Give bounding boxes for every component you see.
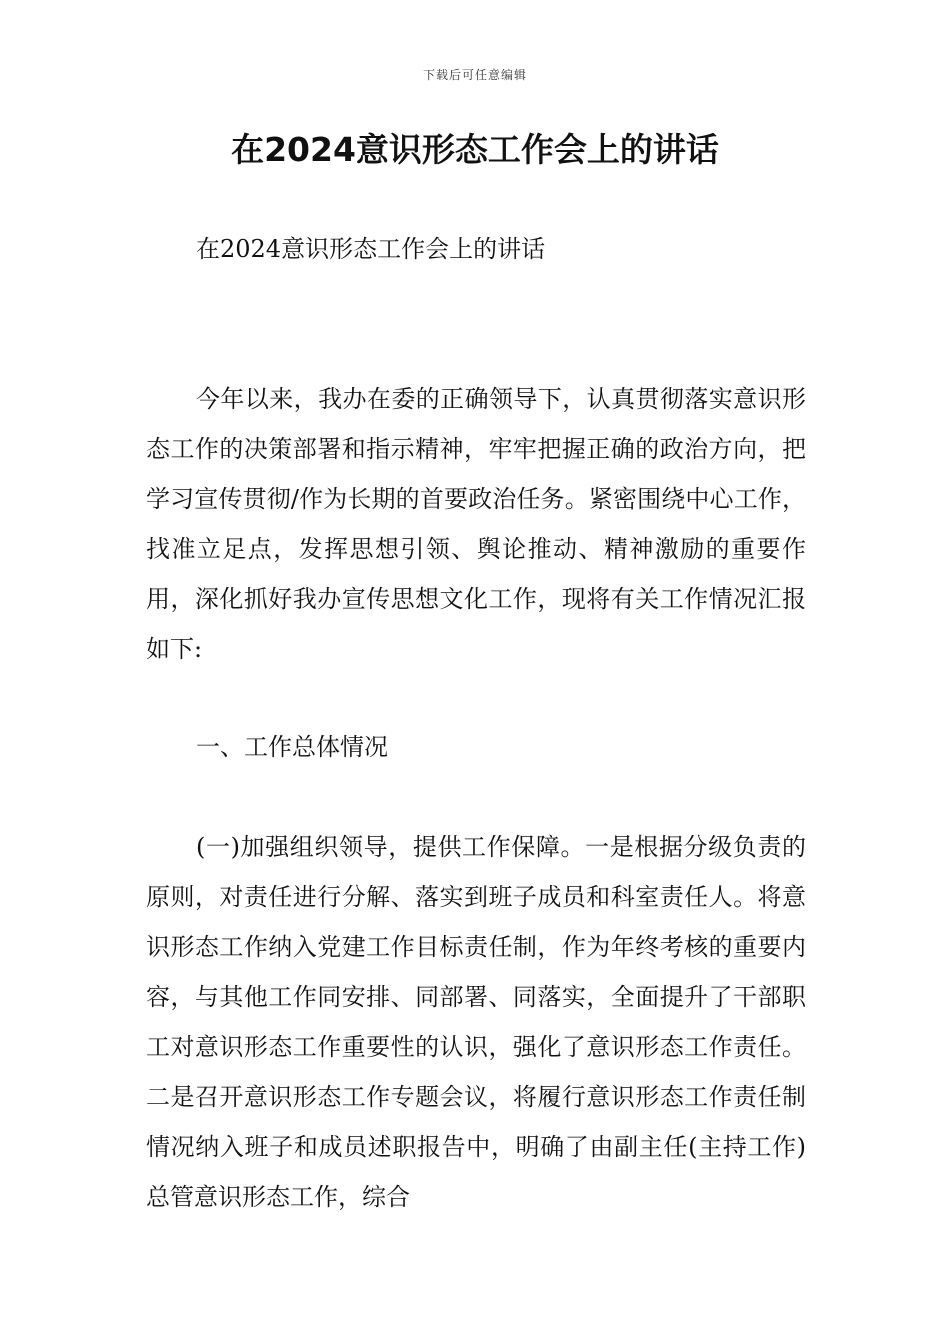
document-subtitle: 在2024意识形态工作会上的讲话: [196, 235, 546, 263]
header-note: 下载后可任意编辑: [422, 68, 527, 82]
document-title: 在2024意识形态工作会上的讲话: [231, 130, 719, 169]
paragraph-one: (一)加强组织领导，提供工作保障。一是根据分级负责的原则，对责任进行分解、落实到班子成员和科室责任人。将意识形态工作纳入党建工作目标责任制，作为年终考核的重要内容，与其他工作同安排、同部署、同落实，全面提升了干部职工对意识形态工作重要性的认识，强化了意识形态工作责任。二是召开意识形态工作专题会议，将履行意识形态工作责任制情况纳入班子和成员述职报告中，明确了由副主任(主持工作)总管意识形态工作，综合: [146, 833, 806, 1211]
intro-paragraph: 今年以来，我办在委的正确领导下，认真贯彻落实意识形态工作的决策部署和指示精神，牢牢把握正确的政治方向，把学习宣传贯彻/作为长期的首要政治任务。紧密围绕中心工作，找准立足点，发挥思想引领、舆论推动、精神激励的重要作用，深化抓好我办宣传思想文化工作，现将有关工作情况汇报如下:: [146, 385, 806, 663]
section-heading: 一、工作总体情况: [196, 733, 388, 761]
